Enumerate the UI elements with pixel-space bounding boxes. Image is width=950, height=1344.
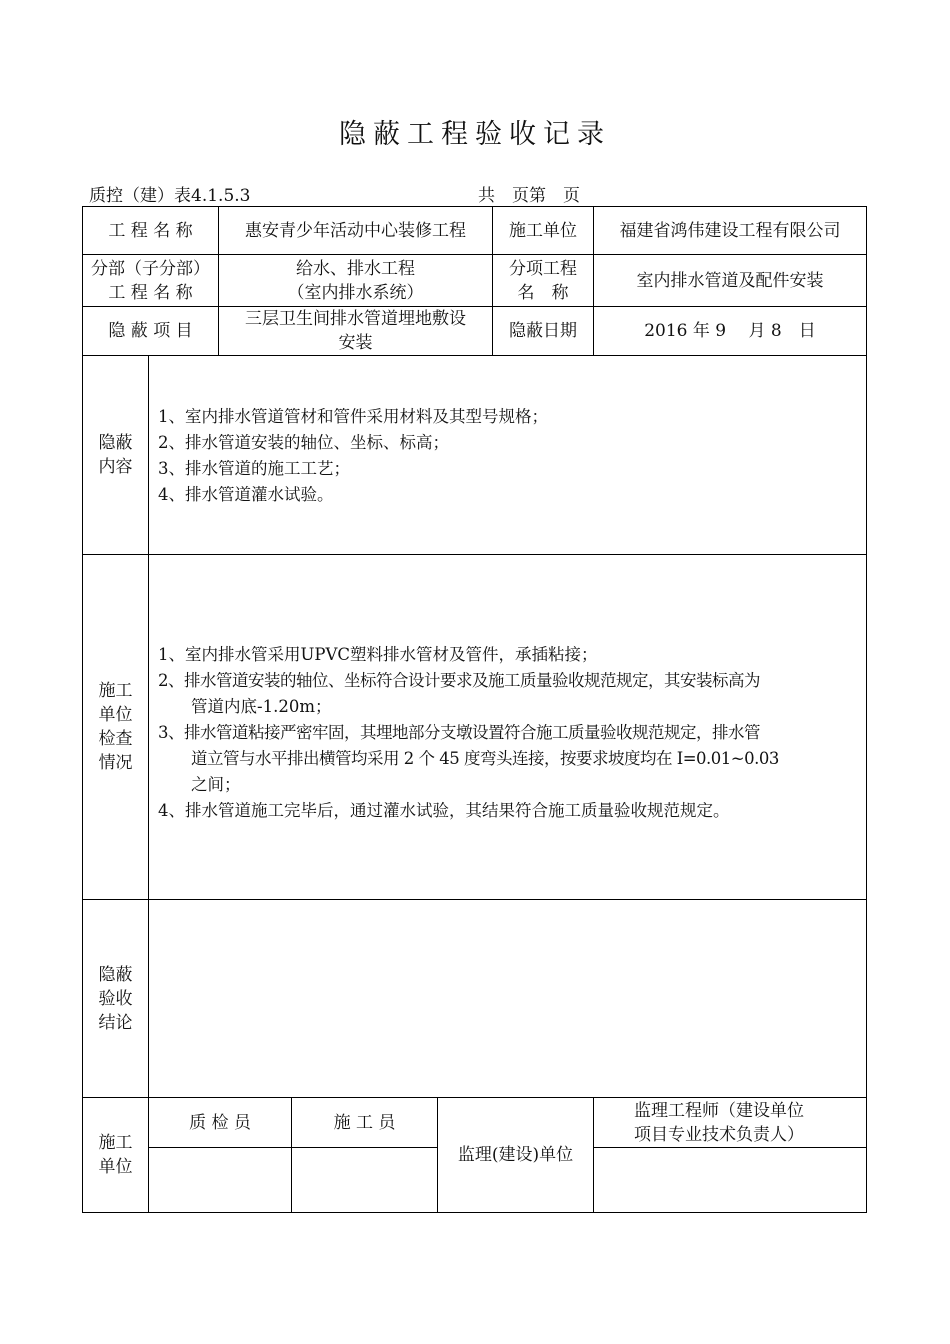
contractor-value: 福建省鸿伟建设工程有限公司 [619,220,841,241]
hidden-content-list [158,404,548,508]
hidden-content-label: 隐蔽 内容 [98,433,133,477]
engineer-signature-field[interactable] [594,1148,866,1212]
subsection-value: 给水、排水工程 （室内排水系统） [287,258,424,303]
hidden-content-item: 4、排水管道灌水试验。 [158,485,334,504]
worker-label: 施 工 员 [333,1112,396,1133]
project-name-label: 工 程 名 称 [108,220,193,241]
inspection-line: 3、排水管道粘接严密牢固，其埋地部分支墩设置符合施工质量验收规范规定，排水管 [158,723,760,742]
page-info: 共 页第 页 [478,186,580,206]
hidden-item-value: 三层卫生间排水管道埋地敷设 安装 [245,309,466,353]
hidden-content-item: 1、室内排水管道管材和管件采用材料及其型号规格； [158,407,548,426]
form-code: 质控（建）表4.1.5.3 [89,186,251,206]
item-name-value: 室内排水管道及配件安装 [636,270,824,291]
contractor-label: 施工单位 [509,220,577,241]
inspector-label: 质 检 员 [189,1112,251,1133]
conclusion-label: 隐蔽 验收 结论 [98,964,133,1033]
item-name-label: 分项工程 名 称 [509,258,577,303]
inspection-line: 管道内底-1.20m； [191,697,332,716]
document-title: 隐蔽工程验收记录 [339,119,611,150]
hidden-date-value: 2016 年 9 月 8 日 [644,321,816,341]
inspection-line: 之间； [191,775,241,794]
inspection-line: 道立管与水平排出横管均采用 2 个 45 度弯头连接，按要求坡度均在 I=0.01~0.03 [191,749,779,768]
hidden-item-label: 隐 蔽 项 目 [108,321,193,341]
inspection-label: 施工 单位 检查 情况 [98,681,133,773]
supervision-unit-label: 监理(建设)单位 [457,1145,574,1165]
inspection-line: 2、排水管道安装的轴位、坐标符合设计要求及施工质量验收规范规定，其安装标高为 [158,671,760,690]
subsection-label: 分部（子分部） 工 程 名 称 [91,258,210,303]
supervising-engineer-label: 监理工程师（建设单位 项目专业技术负责人） [634,1100,804,1145]
inspection-line: 4、排水管道施工完毕后，通过灌水试验，其结果符合施工质量验收规范规定。 [158,801,730,820]
hidden-content-item: 3、排水管道的施工工艺； [158,459,350,478]
signature-unit-label: 施工 单位 [98,1133,133,1177]
inspection-list [158,642,779,824]
inspector-signature-field[interactable] [149,1148,291,1212]
project-name-value: 惠安青少年活动中心装修工程 [245,220,466,241]
hidden-content-item: 2、排水管道安装的轴位、坐标、标高； [158,433,449,452]
inspection-line: 1、室内排水管采用UPVC塑料排水管材及管件，承插粘接； [158,645,598,664]
hidden-date-label: 隐蔽日期 [509,321,577,341]
worker-signature-field[interactable] [292,1148,437,1212]
